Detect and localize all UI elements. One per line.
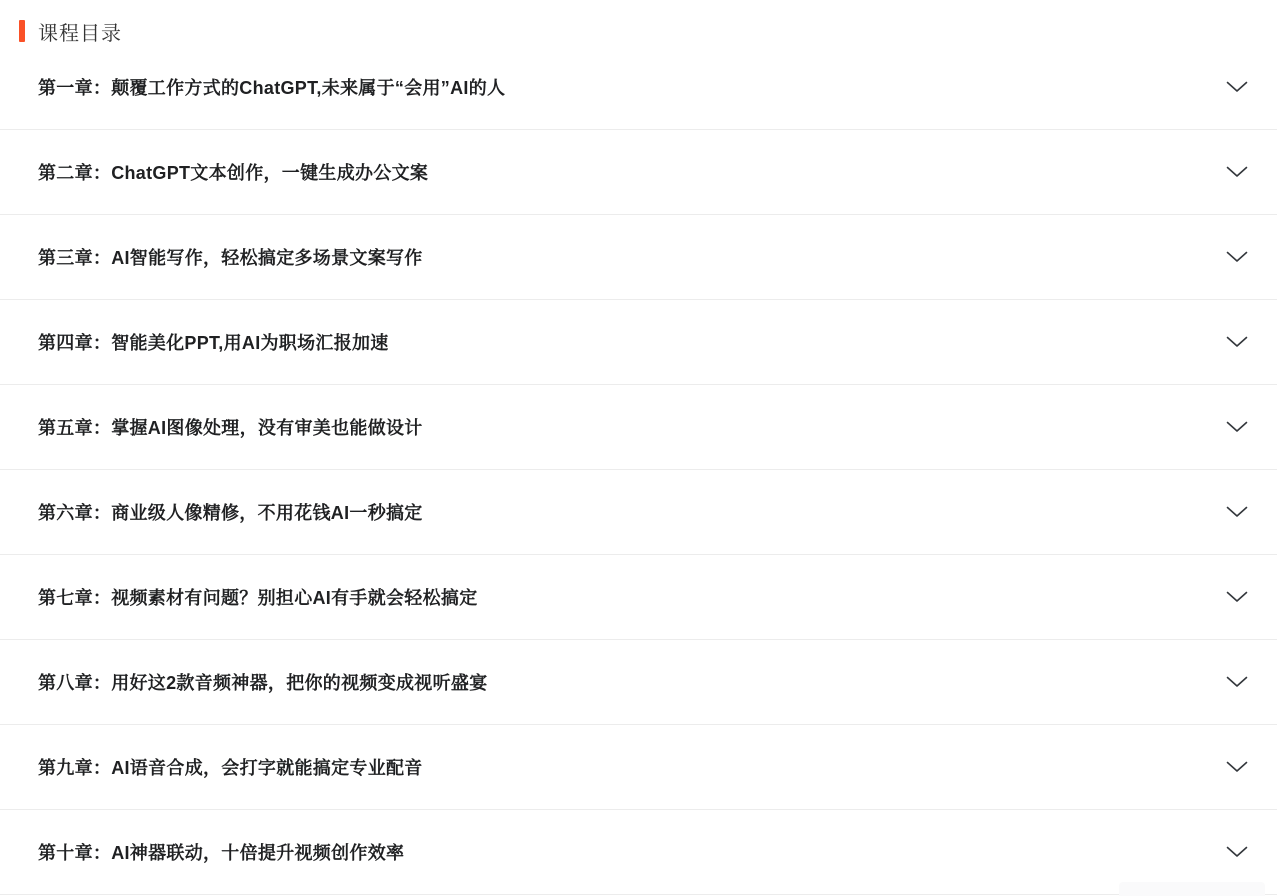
chapter-title: 第三章：AI智能写作，轻松搞定多场景文案写作	[38, 248, 423, 268]
floating-overlay	[1119, 882, 1265, 896]
catalog-header	[19, 17, 1277, 45]
chapter-row-6[interactable]	[0, 470, 1277, 555]
chapter-title: 第一章：颠覆工作方式的ChatGPT,未来属于“会用”AI的人	[38, 78, 506, 98]
chevron-down-icon	[1226, 761, 1248, 773]
chevron-down-icon	[1226, 846, 1248, 858]
chapter-title: 第六章：商业级人像精修，不用花钱AI一秒搞定	[38, 503, 423, 523]
chevron-down-icon	[1226, 421, 1248, 433]
chapter-title: 第四章：智能美化PPT,用AI为职场汇报加速	[38, 333, 389, 353]
chapter-row-7[interactable]	[0, 555, 1277, 640]
chapter-row-9[interactable]	[0, 725, 1277, 810]
page-title: 课程目录	[38, 22, 122, 45]
chapter-row-3[interactable]	[0, 215, 1277, 300]
chapter-title: 第五章：掌握AI图像处理，没有审美也能做设计	[38, 418, 423, 438]
chevron-down-icon	[1226, 591, 1248, 603]
chapter-row-1[interactable]	[0, 45, 1277, 130]
chapter-row-2[interactable]	[0, 130, 1277, 215]
chevron-down-icon	[1226, 676, 1248, 688]
accent-bar	[19, 20, 25, 42]
chapter-title: 第七章：视频素材有问题？别担心AI有手就会轻松搞定	[38, 588, 478, 608]
chapter-row-4[interactable]	[0, 300, 1277, 385]
chapter-row-5[interactable]	[0, 385, 1277, 470]
chevron-down-icon	[1226, 81, 1248, 93]
chapter-row-10[interactable]	[0, 810, 1277, 895]
chapter-title: 第二章：ChatGPT文本创作，一键生成办公文案	[38, 163, 429, 183]
chapter-title: 第十章：AI神器联动，十倍提升视频创作效率	[38, 843, 405, 863]
chapter-accordion	[0, 45, 1277, 895]
chevron-down-icon	[1226, 251, 1248, 263]
chapter-title: 第九章：AI语音合成，会打字就能搞定专业配音	[38, 758, 423, 778]
chevron-down-icon	[1226, 336, 1248, 348]
chapter-title: 第八章：用好这2款音频神器，把你的视频变成视听盛宴	[38, 673, 488, 693]
chevron-down-icon	[1226, 166, 1248, 178]
chevron-down-icon	[1226, 506, 1248, 518]
chapter-row-8[interactable]	[0, 640, 1277, 725]
